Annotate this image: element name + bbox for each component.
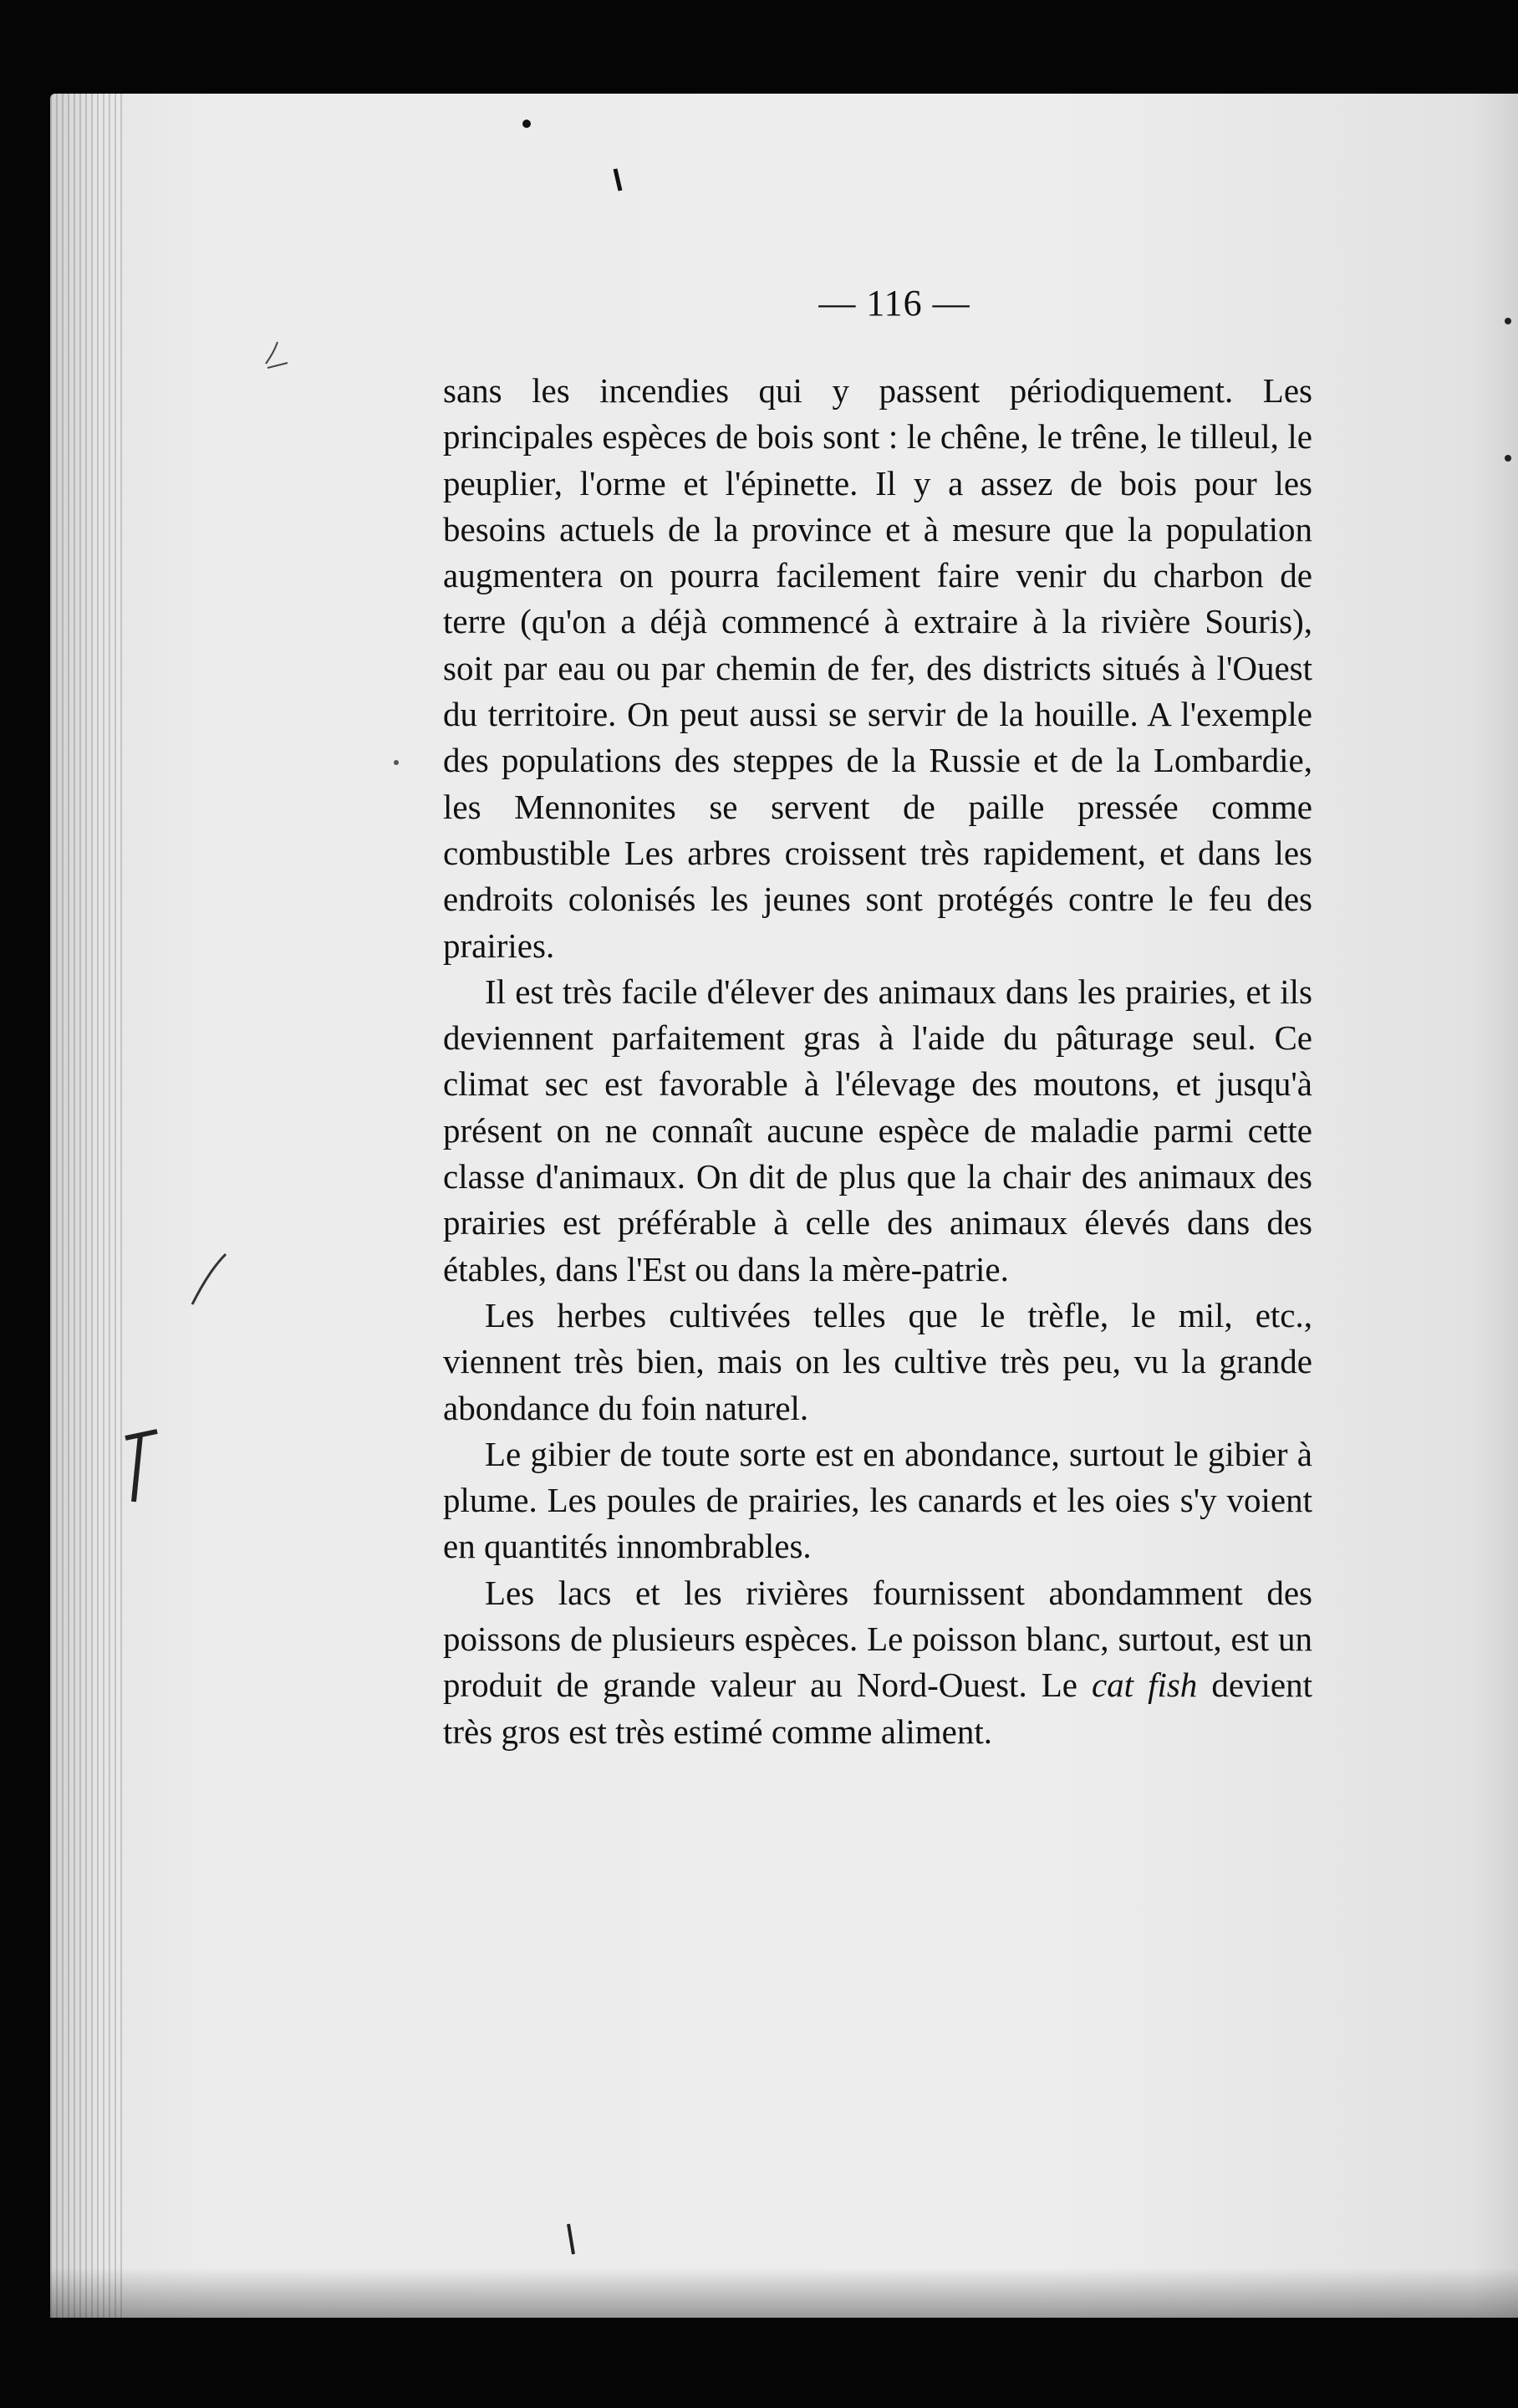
- page-edge-stack: [50, 94, 125, 2318]
- text-run: Les lacs et les rivières fournissent abondamment des poissons de plusieurs espèces. Le poisson blanc, surtout, est un produit de grande valeur au Nord-Ouest. Le: [443, 1573, 1312, 1705]
- paragraph: [443, 1570, 1312, 1755]
- paragraph: [443, 368, 1312, 969]
- paragraph: [443, 969, 1312, 1293]
- paragraph: [443, 1431, 1312, 1570]
- body-text: [443, 368, 1312, 1755]
- paragraph: [443, 1293, 1312, 1431]
- italic-text-run: cat fish: [1091, 1666, 1198, 1705]
- text-run: sans les incendies qui y passent périodiquement. Les principales espèces de bois sont : le chêne, le trêne, le tilleul, le peuplier, l'orme et l'épinette. Il y a assez de bois pour les besoins actuels de la province et à mesure que la population augmentera on pourra facilement faire venir du charbon de terre (qu'on a déjà commencé à extraire à la rivière Souris), soit par eau ou par chemin de fer, des districts situés à l'Ouest du territoire. On peut aussi se servir de la houille. A l'exemple des populations des steppes de la Russie et de la Lombardie, les Mennonites se servent de paille pressée comme combustible Les arbres croissent très rapidement, et dans les endroits colonisés les jeunes sont protégés contre le feu des prairies.: [443, 371, 1312, 965]
- page-bottom-shadow: [50, 2268, 1518, 2318]
- text-run: devient très gros est très estimé comme aliment.: [443, 1666, 1313, 1751]
- text-run: Les herbes cultivées telles que le trèfle, le mil, etc., viennent très bien, mais on les cultive très peu, vu la grande abondance du foin naturel.: [443, 1295, 1312, 1427]
- text-run: Le gibier de toute sorte est en abondance, surtout le gibier à plume. Les poules de prairies, les canards et les oies s'y voient en quantités innombrables.: [443, 1434, 1312, 1566]
- page-number: — 116 —: [818, 283, 970, 324]
- text-run: Il est très facile d'élever des animaux dans les prairies, et ils deviennent parfaitement gras à l'aide du pâturage seul. Ce climat sec est favorable à l'élevage des moutons, et jusqu'à présent on ne connaît aucune espèce de maladie parmi cette classe d'animaux. On dit de plus que la chair des animaux des prairies est préférable à celle des animaux élevés dans des étables, dans l'Est ou dans la mère-patrie.: [443, 972, 1312, 1288]
